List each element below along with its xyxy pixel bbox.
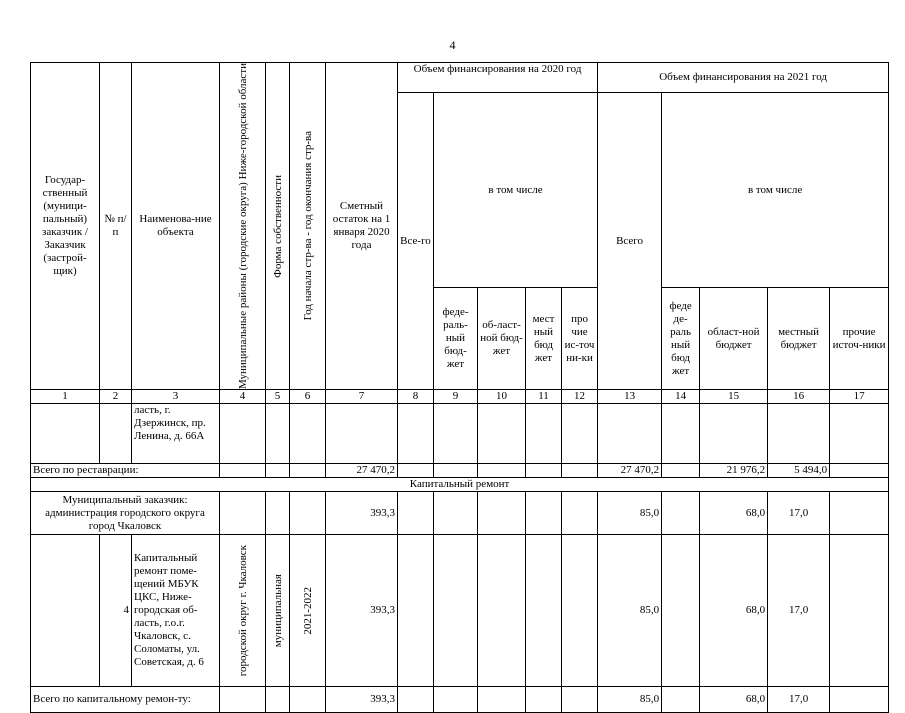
- table-row: [31, 404, 889, 464]
- header-including-2020: в том числе: [434, 93, 598, 288]
- customer-estimate: 393,3: [326, 492, 398, 535]
- object-total-2021: 85,0: [598, 535, 662, 687]
- capital-total-row: [31, 687, 889, 713]
- column-number: 16: [768, 390, 830, 404]
- customer-label: Муниципальный заказчик: администрация городского округа город Чкаловск: [31, 492, 220, 535]
- customer-row: [31, 492, 889, 535]
- column-number: 11: [526, 390, 562, 404]
- column-number: 6: [290, 390, 326, 404]
- column-number: 7: [326, 390, 398, 404]
- header-local-2021: местный бюджет: [768, 288, 830, 390]
- header-federal-2020: феде-раль-ный бюд-жет: [434, 288, 478, 390]
- object-regional-2021: 68,0: [700, 535, 768, 687]
- header-total-2020: Все-го: [398, 93, 434, 390]
- header-years: Год начала стр-ва - год окончания стр-ва: [290, 63, 326, 390]
- capital-local-2021: 17,0: [768, 687, 830, 713]
- header-object-name: Наименова-ние объекта: [132, 63, 220, 390]
- header-total-2021: Всего: [598, 93, 662, 390]
- column-number: 15: [700, 390, 768, 404]
- column-number: 8: [398, 390, 434, 404]
- financing-table: [30, 62, 889, 713]
- column-number: 10: [478, 390, 526, 404]
- capital-regional-2021: 68,0: [700, 687, 768, 713]
- restoration-total-2021: 27 470,2: [598, 464, 662, 478]
- restoration-total-row: [31, 464, 889, 478]
- column-number: 14: [662, 390, 700, 404]
- header-other-2021: прочие источ-ники: [830, 288, 889, 390]
- header-local-2020: мест ный бюд жет: [526, 288, 562, 390]
- header-districts: Муниципальные районы (городские округа) Ниже-городской области: [220, 63, 266, 390]
- header-regional-2021: област-ной бюджет: [700, 288, 768, 390]
- restoration-total-label: Всего по реставрации:: [31, 464, 220, 478]
- header-including-2021: в том числе: [662, 93, 889, 288]
- header-financing-2021: Объем финансирования на 2021 год: [598, 63, 889, 93]
- customer-total-2021: 85,0: [598, 492, 662, 535]
- column-number: 12: [562, 390, 598, 404]
- object-row: [31, 535, 889, 687]
- object-local-2021: 17,0: [768, 535, 830, 687]
- header-ownership: Форма собственности: [266, 63, 290, 390]
- column-number: 13: [598, 390, 662, 404]
- object-estimate: 393,3: [326, 535, 398, 687]
- object-district: городской округ г. Чкаловск: [220, 535, 266, 687]
- capital-total-label: Всего по капитальному ремон-ту:: [31, 687, 220, 713]
- restoration-local-2021: 5 494,0: [768, 464, 830, 478]
- header-other-2020: про чие ис-точ ни-ки: [562, 288, 598, 390]
- header-financing-2020: Объем финансирования на 2020 год: [398, 63, 598, 93]
- header-estimate: Сметный остаток на 1 января 2020 года: [326, 63, 398, 390]
- header-regional-2020: об-ласт-ной бюд-жет: [478, 288, 526, 390]
- customer-regional-2021: 68,0: [700, 492, 768, 535]
- column-number: 3: [132, 390, 220, 404]
- column-number: 4: [220, 390, 266, 404]
- header-customer: Государ-ственный (муници-пальный) заказчик / Заказчик (застрой-щик): [31, 63, 100, 390]
- header-federal-2021: феде де-раль ный бюд жет: [662, 288, 700, 390]
- column-number-row: [31, 390, 889, 404]
- column-number: 5: [266, 390, 290, 404]
- capital-total-2021: 85,0: [598, 687, 662, 713]
- column-number: 17: [830, 390, 889, 404]
- capital-estimate: 393,3: [326, 687, 398, 713]
- column-number: 9: [434, 390, 478, 404]
- object-name-continuation: ласть, г. Дзержинск, пр. Ленина, д. 66А: [132, 404, 220, 464]
- restoration-regional-2021: 21 976,2: [700, 464, 768, 478]
- object-years: 2021-2022: [290, 535, 326, 687]
- object-name: Капитальный ремонт поме-щений МБУК ЦКС, Ниже-городская об-ласть, г.о.г. Чкаловск, с. Соломаты, ул. Советская, д. 6: [132, 535, 220, 687]
- column-number: 2: [100, 390, 132, 404]
- object-ownership: муниципальная: [266, 535, 290, 687]
- restoration-estimate: 27 470,2: [326, 464, 398, 478]
- section-title: Капитальный ремонт: [31, 478, 889, 492]
- page-number: 4: [449, 38, 456, 52]
- object-number: 4: [100, 535, 132, 687]
- column-number: 1: [31, 390, 100, 404]
- customer-local-2021: 17,0: [768, 492, 830, 535]
- header-number: № п/п: [100, 63, 132, 390]
